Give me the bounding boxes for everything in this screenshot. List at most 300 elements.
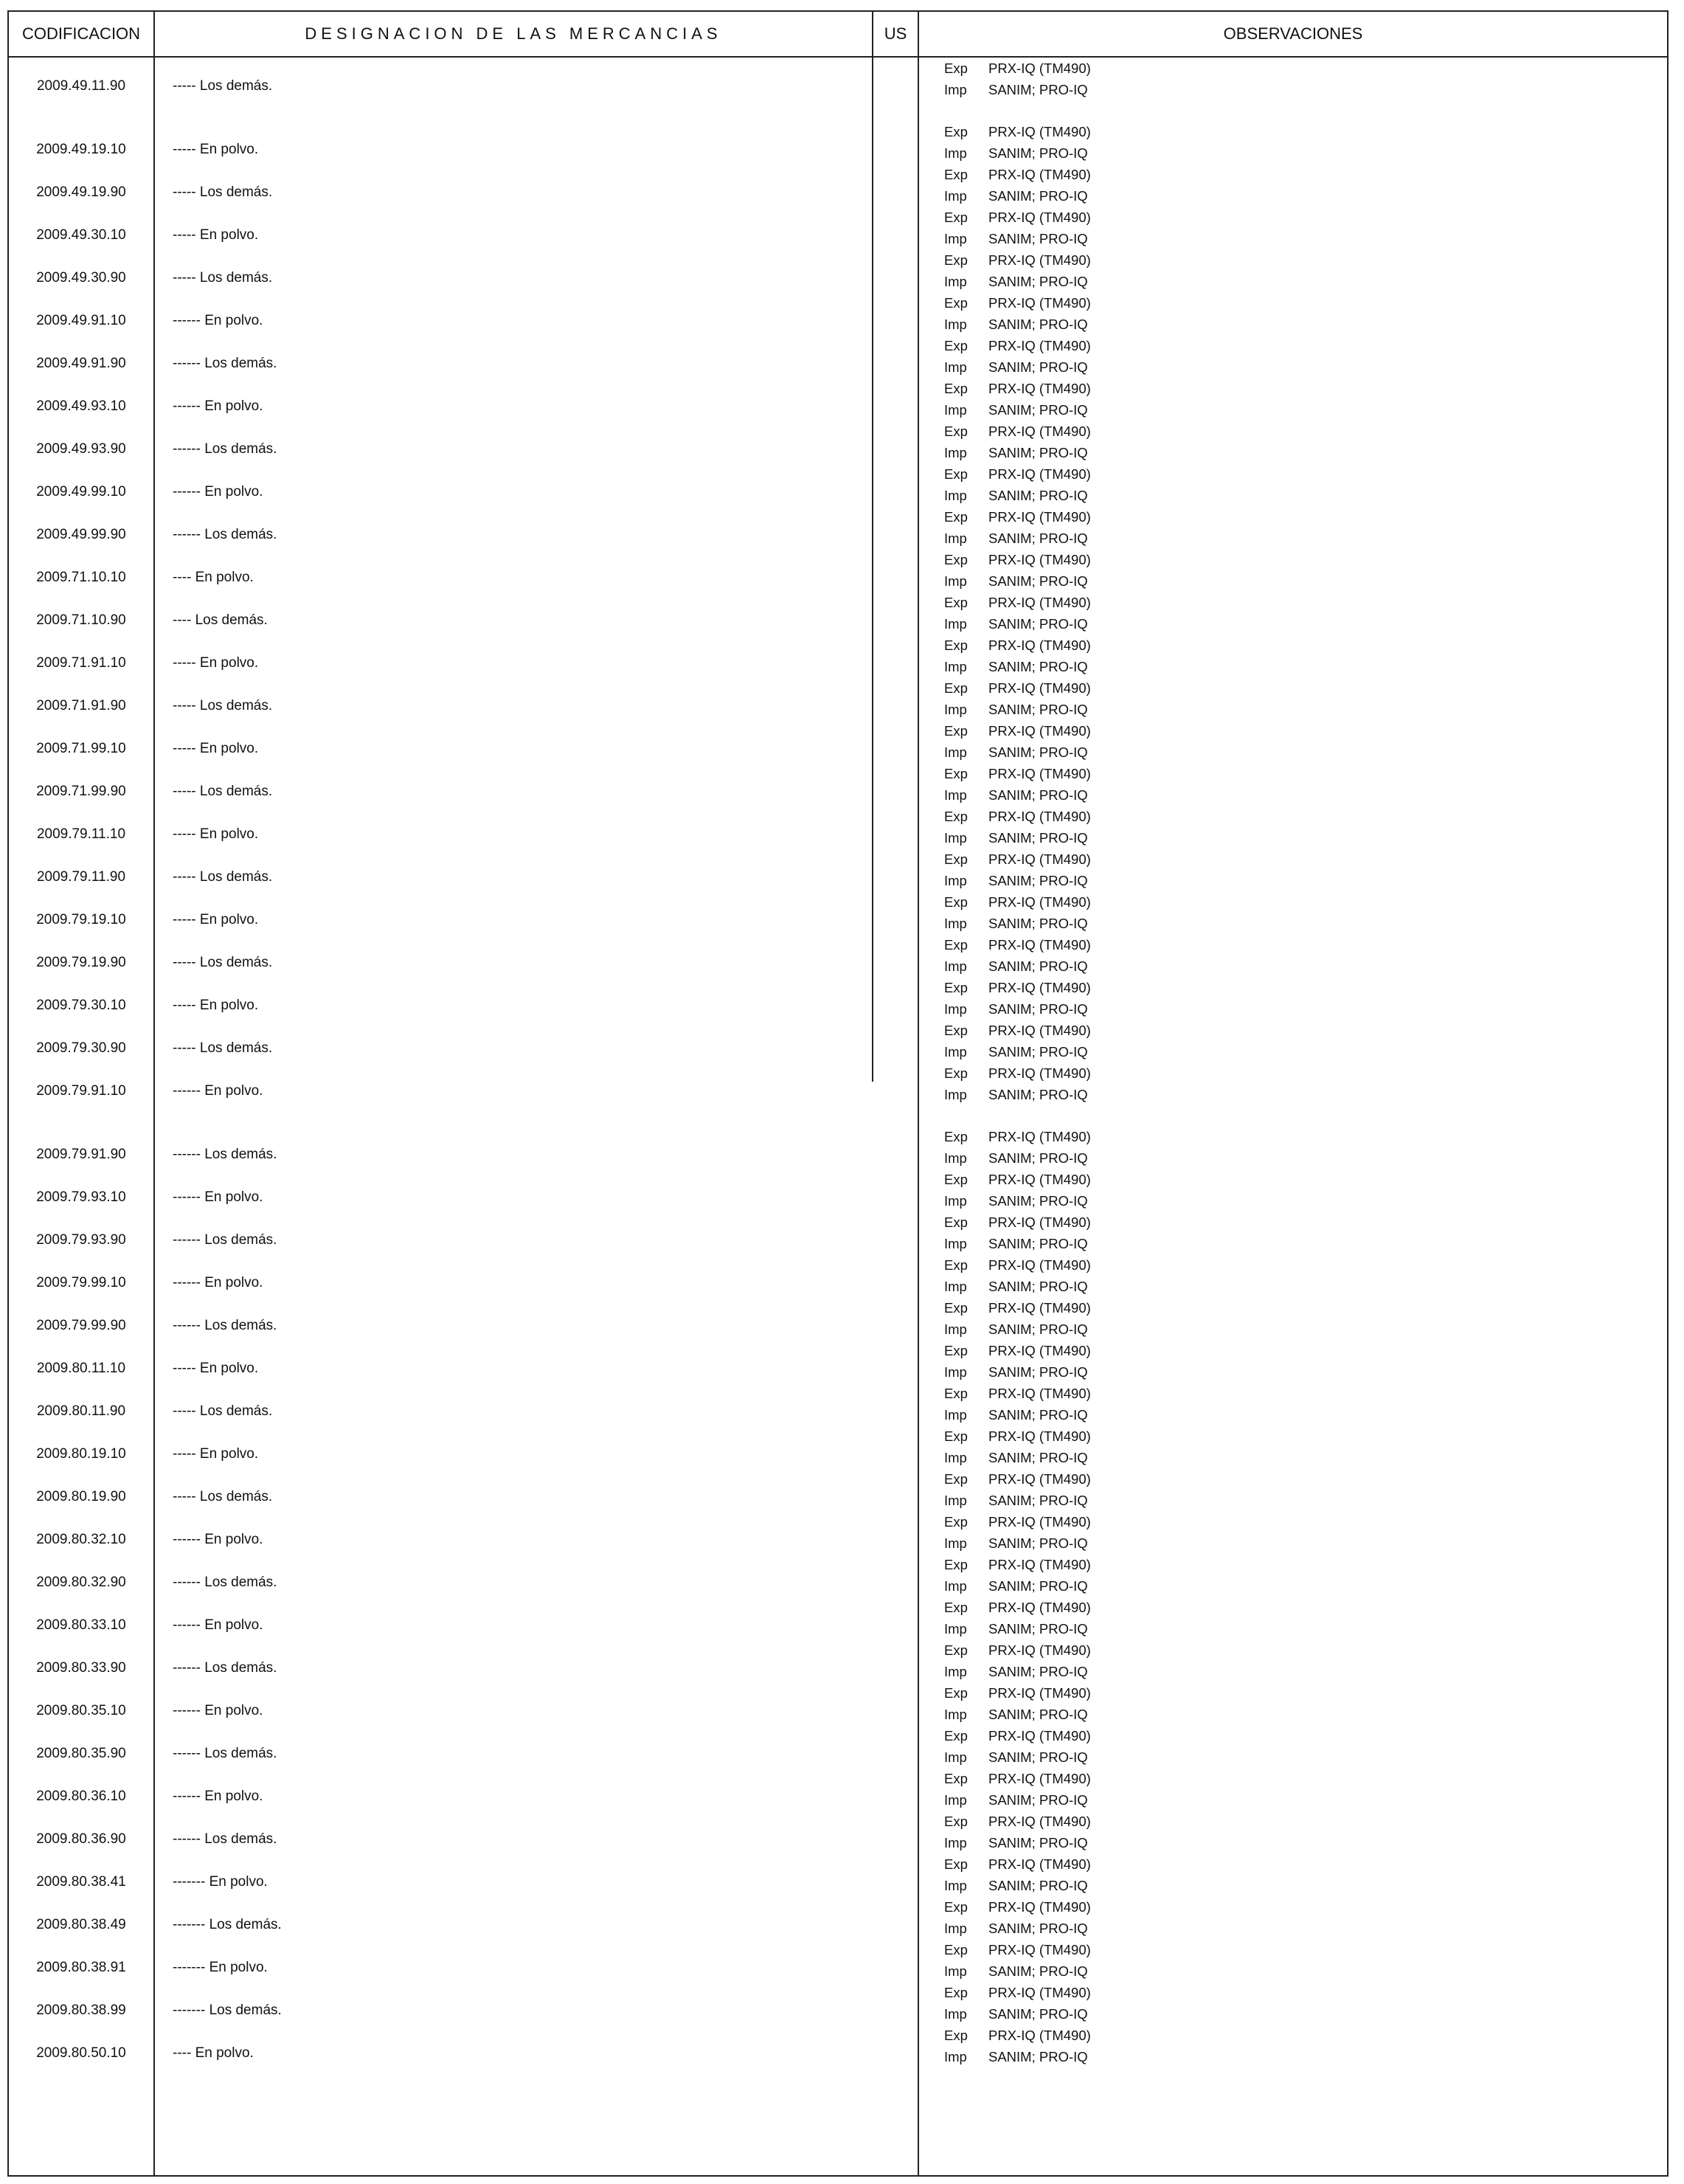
obs-label: Imp: [944, 1578, 967, 1594]
obs-label: Imp: [944, 1321, 967, 1337]
row-code: 2009.49.93.90: [36, 441, 126, 457]
row-code: 2009.71.99.10: [36, 741, 126, 756]
row-code: 2009.80.33.90: [36, 1660, 126, 1676]
row-designation: ----- En polvo.: [173, 741, 259, 756]
table-row: [9, 335, 1667, 378]
table-row: [9, 1768, 1667, 1811]
obs-value: PRX-IQ (TM490): [988, 1129, 1091, 1144]
header-us: US: [884, 24, 907, 43]
obs-label: Imp: [944, 2049, 967, 2064]
table-row: [9, 1126, 1667, 1169]
table-row: [9, 164, 1667, 207]
obs-value: PRX-IQ (TM490): [988, 980, 1091, 995]
obs-value: PRX-IQ (TM490): [988, 1771, 1091, 1786]
row-designation: ------ En polvo.: [173, 1275, 263, 1290]
obs-import-line: [944, 314, 1088, 335]
obs-label: Exp: [944, 1514, 968, 1530]
table-row: [9, 1020, 1667, 1062]
obs-label: Exp: [944, 295, 968, 311]
row-designation: ------ Los demás.: [173, 356, 277, 371]
row-code: 2009.80.38.99: [36, 2002, 126, 2018]
table-row: [9, 677, 1667, 720]
obs-label: Imp: [944, 1493, 967, 1508]
obs-value: PRX-IQ (TM490): [988, 1899, 1091, 1915]
obs-label: Imp: [944, 1044, 967, 1060]
row-designation: ----- Los demás.: [173, 78, 273, 94]
obs-value: PRX-IQ (TM490): [988, 1065, 1091, 1081]
row-designation: ----- En polvo.: [173, 142, 259, 157]
obs-value: SANIM; PRO-IQ: [988, 1236, 1088, 1251]
row-designation: ----- Los demás.: [173, 869, 273, 885]
obs-label: Imp: [944, 830, 967, 846]
table-row: [9, 1597, 1667, 1639]
obs-value: PRX-IQ (TM490): [988, 124, 1091, 139]
obs-import-line: [944, 1918, 1088, 1939]
obs-label: Imp: [944, 1835, 967, 1850]
obs-export-line: [944, 1468, 1091, 1490]
obs-label: Exp: [944, 424, 968, 439]
table-row: [9, 720, 1667, 763]
row-code: 2009.49.91.10: [36, 313, 126, 328]
obs-label: Imp: [944, 402, 967, 418]
obs-value: SANIM; PRO-IQ: [988, 1535, 1088, 1551]
table-row: [9, 934, 1667, 977]
obs-value: SANIM; PRO-IQ: [988, 402, 1088, 418]
obs-label: Imp: [944, 1749, 967, 1765]
obs-label: Exp: [944, 552, 968, 567]
obs-import-line: [944, 1960, 1088, 1982]
obs-export-line: [944, 164, 1091, 185]
row-designation: ----- En polvo.: [173, 227, 259, 243]
obs-label: Imp: [944, 82, 967, 97]
row-designation: ----- En polvo.: [173, 826, 259, 842]
obs-import-line: [944, 1575, 1088, 1597]
obs-value: SANIM; PRO-IQ: [988, 274, 1088, 289]
obs-export-line: [944, 934, 1091, 956]
row-designation: ------ Los demás.: [173, 527, 277, 542]
table-row: [9, 849, 1667, 891]
obs-value: PRX-IQ (TM490): [988, 1428, 1091, 1444]
table-row: [9, 635, 1667, 677]
table-row: [9, 1426, 1667, 1468]
obs-label: Imp: [944, 145, 967, 161]
row-code: 2009.49.99.10: [36, 484, 126, 500]
obs-value: PRX-IQ (TM490): [988, 509, 1091, 525]
row-designation: ------ En polvo.: [173, 1789, 263, 1804]
obs-value: PRX-IQ (TM490): [988, 1514, 1091, 1530]
obs-value: SANIM; PRO-IQ: [988, 873, 1088, 888]
obs-export-line: [944, 1554, 1091, 1575]
obs-label: Exp: [944, 809, 968, 824]
header-observations: OBSERVACIONES: [1223, 24, 1363, 43]
row-code: 2009.71.99.90: [36, 784, 126, 799]
obs-value: PRX-IQ (TM490): [988, 1728, 1091, 1744]
obs-value: PRX-IQ (TM490): [988, 167, 1091, 182]
row-designation: ------- En polvo.: [173, 1960, 268, 1975]
obs-label: Exp: [944, 937, 968, 953]
obs-label: Exp: [944, 1471, 968, 1487]
table-row: [9, 1896, 1667, 1939]
obs-value: PRX-IQ (TM490): [988, 1257, 1091, 1273]
row-designation: ------ Los demás.: [173, 1831, 277, 1847]
obs-value: SANIM; PRO-IQ: [988, 1749, 1088, 1765]
table-row: [9, 292, 1667, 335]
obs-export-line: [944, 1853, 1091, 1875]
obs-export-line: [944, 335, 1091, 356]
obs-value: SANIM; PRO-IQ: [988, 359, 1088, 375]
obs-label: Imp: [944, 616, 967, 632]
obs-value: PRX-IQ (TM490): [988, 809, 1091, 824]
obs-import-line: [944, 913, 1088, 934]
obs-export-line: [944, 1426, 1091, 1447]
obs-label: Imp: [944, 573, 967, 589]
table-row: [9, 463, 1667, 506]
obs-value: PRX-IQ (TM490): [988, 723, 1091, 739]
obs-export-line: [944, 677, 1091, 699]
table-row: [9, 891, 1667, 934]
row-designation: ------ En polvo.: [173, 1189, 263, 1205]
obs-value: SANIM; PRO-IQ: [988, 1150, 1088, 1166]
obs-label: Imp: [944, 1001, 967, 1017]
table-row: [9, 1340, 1667, 1383]
obs-label: Imp: [944, 1707, 967, 1722]
row-designation: ----- En polvo.: [173, 912, 259, 927]
obs-label: Exp: [944, 1942, 968, 1957]
obs-import-line: [944, 1875, 1088, 1896]
obs-import-line: [944, 1704, 1088, 1725]
obs-value: PRX-IQ (TM490): [988, 552, 1091, 567]
obs-label: Imp: [944, 1236, 967, 1251]
header-designation: DESIGNACION DE LAS MERCANCIAS: [305, 24, 722, 43]
obs-label: Imp: [944, 1193, 967, 1209]
obs-import-line: [944, 1276, 1088, 1297]
obs-export-line: [944, 635, 1091, 656]
obs-export-line: [944, 1811, 1091, 1832]
obs-value: SANIM; PRO-IQ: [988, 916, 1088, 931]
obs-label: Exp: [944, 1343, 968, 1358]
table-row: [9, 806, 1667, 849]
obs-export-line: [944, 1020, 1091, 1041]
row-code: 2009.80.38.49: [36, 1917, 126, 1932]
obs-label: Exp: [944, 1386, 968, 1401]
row-code: 2009.79.19.10: [36, 912, 126, 927]
row-code: 2009.71.10.10: [36, 570, 126, 585]
obs-import-line: [944, 1832, 1088, 1853]
obs-value: SANIM; PRO-IQ: [988, 1963, 1088, 1979]
obs-export-line: [944, 249, 1091, 271]
obs-label: Imp: [944, 1150, 967, 1166]
row-code: 2009.49.93.10: [36, 398, 126, 414]
obs-label: Imp: [944, 1087, 967, 1102]
obs-label: Imp: [944, 1364, 967, 1380]
obs-label: Exp: [944, 1814, 968, 1829]
obs-label: Imp: [944, 1963, 967, 1979]
obs-import-line: [944, 142, 1088, 164]
row-designation: ----- Los demás.: [173, 270, 273, 286]
obs-export-line: [944, 1511, 1091, 1532]
obs-value: PRX-IQ (TM490): [988, 2028, 1091, 2043]
table-row: [9, 58, 1667, 100]
row-designation: ------ Los demás.: [173, 1147, 277, 1162]
obs-label: Imp: [944, 231, 967, 246]
obs-value: SANIM; PRO-IQ: [988, 231, 1088, 246]
table-row: [9, 378, 1667, 421]
obs-value: PRX-IQ (TM490): [988, 680, 1091, 696]
row-designation: ------ En polvo.: [173, 1532, 263, 1547]
obs-import-line: [944, 1490, 1088, 1511]
obs-value: PRX-IQ (TM490): [988, 595, 1091, 610]
obs-import-line: [944, 1661, 1088, 1682]
row-code: 2009.80.35.10: [36, 1703, 126, 1718]
obs-export-line: [944, 463, 1091, 485]
obs-value: SANIM; PRO-IQ: [988, 82, 1088, 97]
obs-value: PRX-IQ (TM490): [988, 61, 1091, 76]
obs-label: Imp: [944, 958, 967, 974]
row-code: 2009.80.19.10: [36, 1446, 126, 1462]
row-code: 2009.80.35.90: [36, 1746, 126, 1761]
obs-label: Imp: [944, 702, 967, 717]
row-code: 2009.79.99.90: [36, 1318, 126, 1333]
obs-value: PRX-IQ (TM490): [988, 1814, 1091, 1829]
obs-label: Imp: [944, 488, 967, 503]
row-code: 2009.80.36.90: [36, 1831, 126, 1847]
obs-export-line: [944, 763, 1091, 784]
obs-value: SANIM; PRO-IQ: [988, 1087, 1088, 1102]
obs-export-line: [944, 1597, 1091, 1618]
table-row: [9, 207, 1667, 249]
obs-label: Exp: [944, 1065, 968, 1081]
table-row: [9, 1468, 1667, 1511]
obs-label: Exp: [944, 1257, 968, 1273]
obs-import-line: [944, 485, 1088, 506]
row-designation: ------ Los demás.: [173, 1746, 277, 1761]
obs-export-line: [944, 806, 1091, 827]
obs-value: SANIM; PRO-IQ: [988, 1407, 1088, 1423]
obs-value: SANIM; PRO-IQ: [988, 787, 1088, 803]
obs-import-line: [944, 1319, 1088, 1340]
obs-import-line: [944, 1041, 1088, 1062]
obs-label: Exp: [944, 1728, 968, 1744]
obs-label: Exp: [944, 1428, 968, 1444]
obs-export-line: [944, 2025, 1091, 2046]
row-code: 2009.80.38.91: [36, 1960, 126, 1975]
obs-label: Exp: [944, 252, 968, 268]
obs-label: Imp: [944, 1535, 967, 1551]
obs-value: SANIM; PRO-IQ: [988, 1578, 1088, 1594]
obs-value: PRX-IQ (TM490): [988, 466, 1091, 482]
row-designation: ------ En polvo.: [173, 1083, 263, 1099]
obs-label: Exp: [944, 894, 968, 910]
obs-value: SANIM; PRO-IQ: [988, 1044, 1088, 1060]
obs-label: Exp: [944, 1172, 968, 1187]
obs-import-line: [944, 1404, 1088, 1426]
row-code: 2009.79.30.10: [36, 998, 126, 1013]
obs-export-line: [944, 1212, 1091, 1233]
obs-label: Exp: [944, 1600, 968, 1615]
row-code: 2009.80.50.10: [36, 2045, 126, 2061]
obs-value: SANIM; PRO-IQ: [988, 830, 1088, 846]
obs-export-line: [944, 378, 1091, 399]
obs-label: Imp: [944, 1407, 967, 1423]
table-row: [9, 1982, 1667, 2025]
obs-value: SANIM; PRO-IQ: [988, 1279, 1088, 1294]
row-designation: ------ Los demás.: [173, 1575, 277, 1590]
obs-label: Exp: [944, 1985, 968, 2000]
obs-import-line: [944, 998, 1088, 1020]
obs-label: Exp: [944, 595, 968, 610]
obs-import-line: [944, 228, 1088, 249]
obs-export-line: [944, 549, 1091, 570]
obs-export-line: [944, 592, 1091, 613]
row-designation: ----- Los demás.: [173, 184, 273, 200]
table-row: [9, 249, 1667, 292]
table-row: [9, 421, 1667, 463]
obs-export-line: [944, 506, 1091, 528]
table-row: [9, 977, 1667, 1020]
obs-value: SANIM; PRO-IQ: [988, 317, 1088, 332]
obs-label: Imp: [944, 787, 967, 803]
obs-label: Imp: [944, 1664, 967, 1679]
table-row: [9, 2025, 1667, 2067]
obs-import-line: [944, 956, 1088, 977]
table-row: [9, 1811, 1667, 1853]
table-row: [9, 1939, 1667, 1982]
obs-label: Exp: [944, 1214, 968, 1230]
row-designation: ------ En polvo.: [173, 1703, 263, 1718]
table-row: [9, 1853, 1667, 1896]
row-code: 2009.79.11.90: [36, 869, 126, 885]
obs-label: Exp: [944, 1642, 968, 1658]
obs-label: Exp: [944, 637, 968, 653]
table-row: [9, 1062, 1667, 1105]
obs-value: PRX-IQ (TM490): [988, 1685, 1091, 1701]
obs-label: Imp: [944, 1792, 967, 1808]
obs-export-line: [944, 977, 1091, 998]
table-row: [9, 1554, 1667, 1597]
obs-export-line: [944, 1896, 1091, 1918]
obs-export-line: [944, 1340, 1091, 1361]
obs-value: PRX-IQ (TM490): [988, 1557, 1091, 1572]
row-designation: ------ En polvo.: [173, 313, 263, 328]
row-code: 2009.49.30.90: [36, 270, 126, 286]
row-code: 2009.49.91.90: [36, 356, 126, 371]
table-row: [9, 1725, 1667, 1768]
obs-value: SANIM; PRO-IQ: [988, 1001, 1088, 1017]
obs-label: Exp: [944, 1300, 968, 1316]
obs-export-line: [944, 1062, 1091, 1084]
obs-export-line: [944, 1254, 1091, 1276]
table-row: [9, 1383, 1667, 1426]
obs-value: PRX-IQ (TM490): [988, 1214, 1091, 1230]
obs-value: PRX-IQ (TM490): [988, 1642, 1091, 1658]
row-code: 2009.71.91.90: [36, 698, 126, 713]
obs-label: Exp: [944, 851, 968, 867]
row-code: 2009.80.11.90: [36, 1403, 126, 1419]
row-designation: ------ En polvo.: [173, 484, 263, 500]
obs-value: PRX-IQ (TM490): [988, 766, 1091, 781]
table-row: [9, 592, 1667, 635]
table-row: [9, 506, 1667, 549]
obs-export-line: [944, 1682, 1091, 1704]
obs-import-line: [944, 613, 1088, 635]
obs-export-line: [944, 1639, 1091, 1661]
row-code: 2009.79.99.10: [36, 1275, 126, 1290]
obs-import-line: [944, 1233, 1088, 1254]
obs-value: SANIM; PRO-IQ: [988, 1707, 1088, 1722]
obs-label: Exp: [944, 124, 968, 139]
obs-value: PRX-IQ (TM490): [988, 1600, 1091, 1615]
obs-export-line: [944, 720, 1091, 742]
obs-import-line: [944, 1447, 1088, 1468]
obs-label: Imp: [944, 916, 967, 931]
obs-export-line: [944, 121, 1091, 142]
obs-import-line: [944, 1789, 1088, 1811]
row-designation: ----- Los demás.: [173, 698, 273, 713]
obs-value: PRX-IQ (TM490): [988, 637, 1091, 653]
row-code: 2009.80.32.10: [36, 1532, 126, 1547]
obs-label: Imp: [944, 445, 967, 460]
row-designation: ----- Los demás.: [173, 1489, 273, 1504]
obs-value: SANIM; PRO-IQ: [988, 145, 1088, 161]
obs-value: PRX-IQ (TM490): [988, 295, 1091, 311]
obs-value: SANIM; PRO-IQ: [988, 1835, 1088, 1850]
obs-import-line: [944, 656, 1088, 677]
obs-export-line: [944, 421, 1091, 442]
obs-import-line: [944, 827, 1088, 849]
obs-value: SANIM; PRO-IQ: [988, 1621, 1088, 1637]
row-code: 2009.80.32.90: [36, 1575, 126, 1590]
obs-value: SANIM; PRO-IQ: [988, 1493, 1088, 1508]
row-designation: ------ Los demás.: [173, 1660, 277, 1676]
row-code: 2009.79.93.10: [36, 1189, 126, 1205]
obs-value: SANIM; PRO-IQ: [988, 1193, 1088, 1209]
obs-import-line: [944, 271, 1088, 292]
row-designation: ----- Los demás.: [173, 1040, 273, 1056]
table-row: [9, 1682, 1667, 1725]
row-designation: ------- Los demás.: [173, 1917, 282, 1932]
obs-value: SANIM; PRO-IQ: [988, 188, 1088, 204]
obs-import-line: [944, 1746, 1088, 1768]
obs-export-line: [944, 849, 1091, 870]
obs-value: PRX-IQ (TM490): [988, 1985, 1091, 2000]
obs-label: Exp: [944, 167, 968, 182]
obs-import-line: [944, 2046, 1088, 2067]
obs-export-line: [944, 891, 1091, 913]
obs-import-line: [944, 870, 1088, 891]
obs-label: Imp: [944, 531, 967, 546]
obs-label: Imp: [944, 274, 967, 289]
obs-value: SANIM; PRO-IQ: [988, 616, 1088, 632]
obs-label: Imp: [944, 1450, 967, 1465]
obs-export-line: [944, 1297, 1091, 1319]
obs-import-line: [944, 1190, 1088, 1212]
obs-value: SANIM; PRO-IQ: [988, 744, 1088, 760]
obs-label: Exp: [944, 381, 968, 396]
obs-value: SANIM; PRO-IQ: [988, 445, 1088, 460]
obs-value: SANIM; PRO-IQ: [988, 2049, 1088, 2064]
obs-label: Imp: [944, 1921, 967, 1936]
obs-value: SANIM; PRO-IQ: [988, 958, 1088, 974]
obs-value: PRX-IQ (TM490): [988, 1856, 1091, 1872]
obs-import-line: [944, 742, 1088, 763]
table-row: [9, 1169, 1667, 1212]
obs-export-line: [944, 1939, 1091, 1960]
obs-label: Imp: [944, 317, 967, 332]
obs-import-line: [944, 356, 1088, 378]
obs-label: Imp: [944, 359, 967, 375]
row-designation: ------- En polvo.: [173, 1874, 268, 1890]
obs-label: Imp: [944, 2006, 967, 2022]
